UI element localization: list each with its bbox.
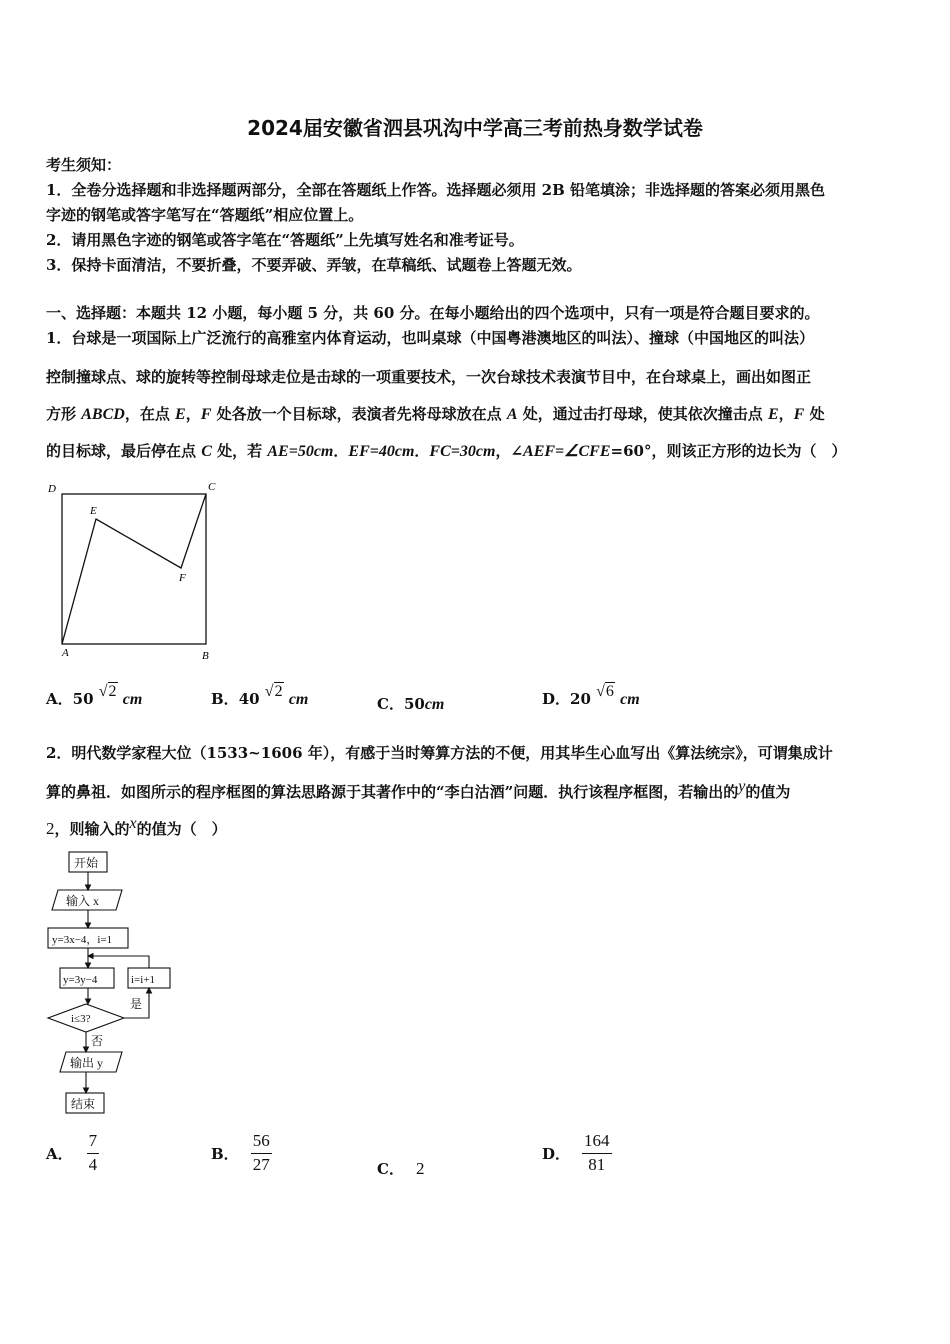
flow-end-label: 结束 bbox=[71, 1097, 96, 1111]
label-b: B bbox=[202, 650, 209, 662]
q2-line-1: 2．明代数学家程大位（1533~1606 年），有感于当时筹算方法的不便，用其毕生心血写出《算法统宗》，可谓集成计 bbox=[46, 744, 833, 762]
flow-output-label: 输出 y bbox=[70, 1056, 104, 1070]
notice-line-3: 3．保持卡面清洁，不要折叠，不要弄破、弄皱，在草稿纸、试题卷上答题无效。 bbox=[46, 256, 582, 274]
q1-line-3: 方形 ABCD，在点 E，F 处各放一个目标球，表演者先将母球放在点 A 处，通过击打母球，使其依次撞击点 E，F 处 bbox=[46, 405, 825, 423]
fraction: $\frac{7}{4}$ bbox=[88, 1131, 98, 1174]
q2-line-2: 算的鼻祖．如图所示的程序框图的算法思路源于其著作中的“李白沽酒”问题．执行该程序框图，若输出的$^y$的值为 bbox=[46, 778, 791, 801]
flow-no-label: 否 bbox=[91, 1034, 104, 1048]
flow-calc-label: y=3y−4 bbox=[63, 974, 98, 986]
flow-cond-label: i≤3? bbox=[71, 1013, 91, 1025]
notice-line-2: 2．请用黑色字迹的钢笔或答字笔在“答题纸”上先填写姓名和准考证号。 bbox=[46, 231, 524, 249]
sqrt-icon: √2 bbox=[98, 683, 117, 700]
q2-option-c[interactable]: C． 2 bbox=[377, 1159, 425, 1178]
q2-option-b[interactable]: B． $\frac{56}{27}$ bbox=[211, 1131, 270, 1174]
ball-path bbox=[62, 494, 206, 644]
q1-line-1: 1．台球是一项国际上广泛流行的高雅室内体育运动，也叫桌球（中国粤港澳地区的叫法）、撞球（中国地区的叫法） bbox=[46, 329, 814, 347]
flowchart bbox=[44, 848, 184, 1118]
flow-input-label: 输入 x bbox=[66, 894, 100, 908]
label-d: D bbox=[48, 483, 56, 495]
flow-start-label: 开始 bbox=[74, 856, 99, 870]
page-title: 2024届安徽省泗县巩沟中学高三考前热身数学试卷 bbox=[247, 116, 703, 140]
square-figure bbox=[44, 476, 224, 666]
q1-option-a[interactable]: A．50 √2 cm bbox=[46, 683, 143, 708]
flow-yes-label: 是 bbox=[130, 997, 143, 1011]
q2-option-d[interactable]: D． $\frac{164}{81}$ bbox=[542, 1131, 610, 1174]
flow-init-label: y=3x−4，i=1 bbox=[52, 934, 113, 946]
label-e: E bbox=[90, 505, 97, 517]
notice-heading: 考生须知： bbox=[46, 156, 122, 174]
fraction: $\frac{56}{27}$ bbox=[252, 1131, 270, 1174]
q1-line-2: 控制撞球点、球的旋转等控制母球走位是击球的一项重要技术，一次台球技术表演节目中，在台球桌上，画出如图正 bbox=[46, 368, 812, 386]
notice-line-1b: 字迹的钢笔或答字笔写在“答题纸”相应位置上。 bbox=[46, 206, 364, 224]
label-a: A bbox=[62, 647, 69, 659]
flow-incr-label: i=i+1 bbox=[131, 974, 156, 986]
q2-option-a[interactable]: A． $\frac{7}{4}$ bbox=[46, 1131, 98, 1174]
q2-line-3: 2，则输入的$^x$的值为（ ） bbox=[46, 815, 227, 838]
q1-line-4: 的目标球，最后停在点 C 处，若 AE=50cm．EF=40cm．FC=30cm，∠AEF=∠CFE=60°，则该正方形的边长为（ ） bbox=[46, 442, 847, 460]
fraction: $\frac{164}{81}$ bbox=[584, 1131, 610, 1174]
notice-line-1a: 1．全卷分选择题和非选择题两部分，全部在答题纸上作答。选择题必须用 2B 铅笔填涂；非选择题的答案必须用黑色 bbox=[46, 181, 826, 199]
square-abcd bbox=[62, 494, 206, 644]
q1-option-b[interactable]: B．40 √2 cm bbox=[211, 683, 309, 708]
q1-option-d[interactable]: D．20 √6 cm bbox=[542, 683, 640, 708]
sqrt-icon: √2 bbox=[264, 683, 283, 700]
sqrt-icon: √6 bbox=[596, 683, 614, 700]
label-c: C bbox=[208, 481, 216, 493]
section-heading: 一、选择题：本题共 12 小题，每小题 5 分，共 60 分。在每小题给出的四个选项中，只有一项是符合题目要求的。 bbox=[46, 304, 820, 322]
label-f: F bbox=[179, 572, 186, 584]
q1-option-c[interactable]: C．50cm bbox=[377, 695, 445, 713]
